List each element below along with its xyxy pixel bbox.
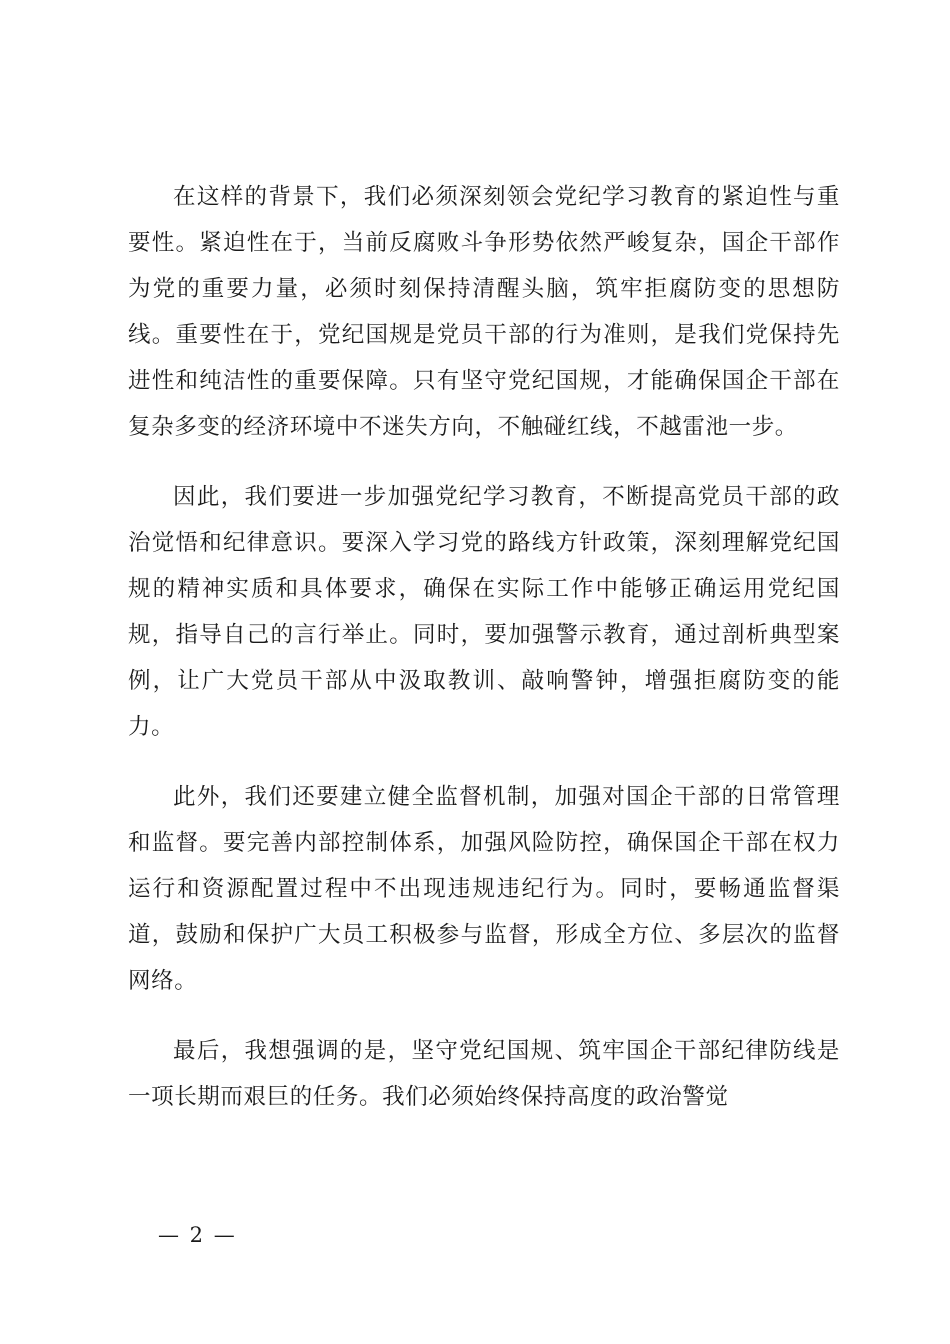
paragraph-2: 因此，我们要进一步加强党纪学习教育，不断提高党员干部的政治觉悟和纪律意识。要深入学习党的路线方针政策，深刻理解党纪国规的精神实质和具体要求，确保在实际工作中能够正确运用党纪国规，指导自己的言行举止。同时，要加强警示教育，通过剖析典型案例，让广大党员干部从中汲取教训、敲响警钟，增强拒腐防变的能力。 <box>128 484 840 740</box>
document-body <box>128 174 840 1144</box>
paragraph-1: 在这样的背景下，我们必须深刻领会党纪学习教育的紧迫性与重要性。紧迫性在于，当前反腐败斗争形势依然严峻复杂，国企干部作为党的重要力量，必须时刻保持清醒头脑，筑牢拒腐防变的思想防线。重要性在于，党纪国规是党员干部的行为准则，是我们党保持先进性和纯洁性的重要保障。只有坚守党纪国规，才能确保国企干部在复杂多变的经济环境中不迷失方向，不触碰红线，不越雷池一步。 <box>128 184 840 440</box>
page-number: — 2 — <box>158 1223 237 1247</box>
paragraph-3: 此外，我们还要建立健全监督机制，加强对国企干部的日常管理和监督。要完善内部控制体系，加强风险防控，确保国企干部在权力运行和资源配置过程中不出现违规违纪行为。同时，要畅通监督渠道，鼓励和保护广大员工积极参与监督，形成全方位、多层次的监督网络。 <box>128 784 840 994</box>
paragraph-4: 最后，我想强调的是，坚守党纪国规、筑牢国企干部纪律防线是一项长期而艰巨的任务。我们必须始终保持高度的政治警觉 <box>128 1038 840 1110</box>
